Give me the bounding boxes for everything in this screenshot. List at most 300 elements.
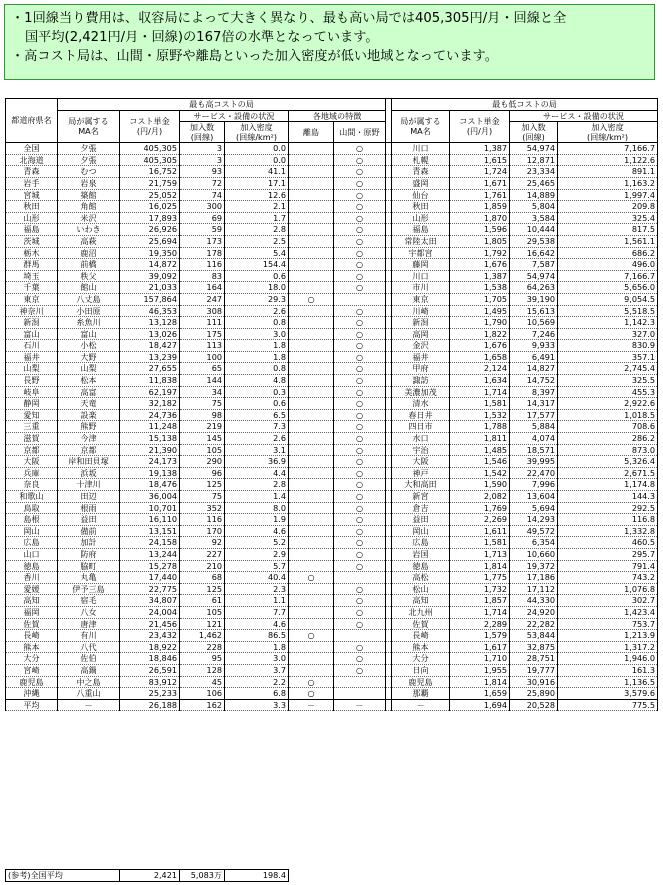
density-low-cell: 817.5 xyxy=(558,224,658,236)
ma-low-cell: 長崎 xyxy=(392,630,450,642)
density-high-cell: 41.1 xyxy=(225,166,289,178)
mountain-cell: ○ xyxy=(334,560,386,572)
average-row xyxy=(6,699,658,711)
cost-low-cell: 1,769 xyxy=(450,502,510,514)
density-high-cell: 12.6 xyxy=(225,189,289,201)
subs-low-cell: 44,330 xyxy=(510,595,558,607)
mountain-cell: ○ xyxy=(334,201,386,213)
table-row xyxy=(6,688,658,700)
mountain-cell xyxy=(334,676,386,688)
mountain-cell: ○ xyxy=(334,664,386,676)
density-low-cell: 9,054.5 xyxy=(558,293,658,305)
cost-high-cell: 18,476 xyxy=(120,479,180,491)
pref-cell: 鹿児島 xyxy=(6,676,58,688)
mountain-cell: ○ xyxy=(334,433,386,445)
pref-cell: 青森 xyxy=(6,166,58,178)
pref-cell: 山形 xyxy=(6,212,58,224)
subs-low-cell: 54,974 xyxy=(510,270,558,282)
summary-line-3: ・高コスト局は、山間・原野や離島といった加入密度が低い地域となっています。 xyxy=(11,49,498,64)
density-low-cell: 891.1 xyxy=(558,166,658,178)
density-high-cell: 2.9 xyxy=(225,548,289,560)
subs-high-cell: 105 xyxy=(180,606,225,618)
cost-low-cell: 1,761 xyxy=(450,189,510,201)
pref-cell: 京都 xyxy=(6,444,58,456)
mountain-cell xyxy=(334,688,386,700)
subs-high-cell: 116 xyxy=(180,259,225,271)
ma-high-cell: 高萩 xyxy=(58,235,120,247)
cost-low-cell: 1,634 xyxy=(450,375,510,387)
density-low-cell: 1,997.4 xyxy=(558,189,658,201)
density-high-cell: 17.1 xyxy=(225,177,289,189)
island-cell xyxy=(289,583,334,595)
pref-cell: 福岡 xyxy=(6,606,58,618)
subs-low-cell: 5,884 xyxy=(510,421,558,433)
island-cell xyxy=(289,514,334,526)
cost-low-cell: 1,387 xyxy=(450,270,510,282)
ma-low-cell: 秋田 xyxy=(392,201,450,213)
density-high-cell: 0.8 xyxy=(225,363,289,375)
subs-high-cell: 113 xyxy=(180,340,225,352)
subs-low-cell: 14,827 xyxy=(510,363,558,375)
subs-high-cell: 111 xyxy=(180,317,225,329)
mountain-cell: ○ xyxy=(334,548,386,560)
density-low-cell: 1,423.4 xyxy=(558,606,658,618)
mountain-cell: ○ xyxy=(334,189,386,201)
subs-high-cell: 83 xyxy=(180,270,225,282)
subs-high-cell: 72 xyxy=(180,177,225,189)
table-row xyxy=(6,421,658,433)
density-low-cell: 325.5 xyxy=(558,375,658,387)
cost-low-cell: 1,546 xyxy=(450,456,510,468)
cost-low-cell: 1,590 xyxy=(450,479,510,491)
island-cell xyxy=(289,340,334,352)
pref-cell: 滋賀 xyxy=(6,433,58,445)
cost-high-cell: 405,305 xyxy=(120,143,180,155)
mountain-cell xyxy=(334,572,386,584)
pref-cell: 北海道 xyxy=(6,154,58,166)
density-high-cell: 7.7 xyxy=(225,606,289,618)
mountain-cell: ○ xyxy=(334,143,386,155)
table-row xyxy=(6,340,658,352)
density-low-cell: 791.4 xyxy=(558,560,658,572)
cost-high-cell: 25,233 xyxy=(120,688,180,700)
density-low-cell: 460.5 xyxy=(558,537,658,549)
pref-cell: 新潟 xyxy=(6,317,58,329)
subs-low-cell: 17,186 xyxy=(510,572,558,584)
ma-high-cell: 夕張 xyxy=(58,143,120,155)
density-high-cell: 2.6 xyxy=(225,433,289,445)
density-low-cell: 327.0 xyxy=(558,328,658,340)
subs-high-cell: 300 xyxy=(180,201,225,213)
density-high-cell: 29.3 xyxy=(225,293,289,305)
island-cell: ○ xyxy=(289,630,334,642)
island-cell xyxy=(289,606,334,618)
cost-high-cell: 83,912 xyxy=(120,676,180,688)
subs-low-cell: 5,694 xyxy=(510,502,558,514)
mountain-cell: ○ xyxy=(334,409,386,421)
summary-line-2: 国平均(2,421円/月・回線)の167倍の水準となっています。 xyxy=(25,30,379,45)
pref-cell: 佐賀 xyxy=(6,618,58,630)
cost-low-cell: 1,955 xyxy=(450,664,510,676)
cost-high-cell: 18,846 xyxy=(120,653,180,665)
subs-low-cell: 30,916 xyxy=(510,676,558,688)
ma-low-cell: 熊本 xyxy=(392,641,450,653)
island-cell xyxy=(289,189,334,201)
ma-low-cell: 青森 xyxy=(392,166,450,178)
mountain-cell: ○ xyxy=(334,340,386,352)
ma-high-cell: 高鍋 xyxy=(58,664,120,676)
ma-high-cell: むつ xyxy=(58,166,120,178)
island-cell xyxy=(289,548,334,560)
density-low-cell: 1,946.0 xyxy=(558,653,658,665)
island-cell xyxy=(289,143,334,155)
ma-high-cell: 脇町 xyxy=(58,560,120,572)
subs-high-cell: 75 xyxy=(180,398,225,410)
ma-high-cell: 米沢 xyxy=(58,212,120,224)
mountain-cell: ○ xyxy=(334,456,386,468)
cost-high-cell: 405,305 xyxy=(120,154,180,166)
cost-high-cell: 14,872 xyxy=(120,259,180,271)
table-row xyxy=(6,502,658,514)
header-density-high: 加入密度 (回線/km²) xyxy=(225,122,289,143)
subs-high-cell: 59 xyxy=(180,224,225,236)
subs-high-cell: 75 xyxy=(180,491,225,503)
ma-low-cell: 岡山 xyxy=(392,525,450,537)
cost-high-cell: 10,701 xyxy=(120,502,180,514)
density-high-cell: 86.5 xyxy=(225,630,289,642)
density-low-cell: 830.9 xyxy=(558,340,658,352)
pref-cell: 富山 xyxy=(6,328,58,340)
header-cost-low: コスト単金 (円/月) xyxy=(450,110,510,143)
subs-high-cell: 125 xyxy=(180,583,225,595)
subs-low-cell: 16,642 xyxy=(510,247,558,259)
cost-high-cell: 24,158 xyxy=(120,537,180,549)
ma-low-cell: 四日市 xyxy=(392,421,450,433)
cost-high-cell: 15,278 xyxy=(120,560,180,572)
table-row xyxy=(6,560,658,572)
density-high-cell: 36.9 xyxy=(225,456,289,468)
reference-label: (参考)全国平均 xyxy=(6,870,120,882)
island-cell xyxy=(289,421,334,433)
subs-low-cell: 17,112 xyxy=(510,583,558,595)
density-high-cell: 2.6 xyxy=(225,305,289,317)
subs-high-cell: 144 xyxy=(180,375,225,387)
cost-low-cell: 1,792 xyxy=(450,247,510,259)
ma-low-cell: 宇治 xyxy=(392,444,450,456)
cost-low-cell: 1,714 xyxy=(450,386,510,398)
reference-table xyxy=(5,869,289,882)
ma-high-cell: 田辺 xyxy=(58,491,120,503)
header-service-high: サービス・設備の状況 xyxy=(180,110,289,122)
mountain-cell: ○ xyxy=(334,212,386,224)
table-row xyxy=(6,641,658,653)
cost-high-cell: 46,353 xyxy=(120,305,180,317)
pref-cell: 兵庫 xyxy=(6,467,58,479)
cost-low-cell: 1,676 xyxy=(450,259,510,271)
density-high-cell: 2.1 xyxy=(225,201,289,213)
ma-low-cell: 北九州 xyxy=(392,606,450,618)
density-low-cell: 5,656.0 xyxy=(558,282,658,294)
mountain-cell: ○ xyxy=(334,224,386,236)
island-cell: ○ xyxy=(289,293,334,305)
density-low-cell: 357.1 xyxy=(558,351,658,363)
density-low-cell: 161.3 xyxy=(558,664,658,676)
subs-high-cell: 352 xyxy=(180,502,225,514)
subs-low-cell: 10,444 xyxy=(510,224,558,236)
cost-high-cell: 36,004 xyxy=(120,491,180,503)
ma-low-cell: 徳島 xyxy=(392,560,450,572)
pref-cell: 大分 xyxy=(6,653,58,665)
density-high-cell: 154.4 xyxy=(225,259,289,271)
cost-table xyxy=(5,98,658,711)
table-row xyxy=(6,282,658,294)
ma-low-cell: 金沢 xyxy=(392,340,450,352)
table-row xyxy=(6,363,658,375)
cost-high-cell: 19,350 xyxy=(120,247,180,259)
pref-cell: 福井 xyxy=(6,351,58,363)
table-row xyxy=(6,143,658,155)
subs-high-cell: 121 xyxy=(180,618,225,630)
cost-low-cell: 1,659 xyxy=(450,688,510,700)
pref-cell: 岡山 xyxy=(6,525,58,537)
cost-low-cell: 1,485 xyxy=(450,444,510,456)
header-mountain: 山間・原野 xyxy=(334,122,386,143)
cost-high-cell: 15,138 xyxy=(120,433,180,445)
pref-cell: 奈良 xyxy=(6,479,58,491)
table-row xyxy=(6,572,658,584)
pref-cell: 静岡 xyxy=(6,398,58,410)
header-pref: 都道府県名 xyxy=(6,99,58,143)
pref-cell: 熊本 xyxy=(6,641,58,653)
ma-high-cell: 岸和田貝塚 xyxy=(58,456,120,468)
mountain-cell: ○ xyxy=(334,491,386,503)
pref-cell: 長野 xyxy=(6,375,58,387)
table-row xyxy=(6,595,658,607)
ma-low-cell: 大阪 xyxy=(392,456,450,468)
ma-low-cell: 倉吉 xyxy=(392,502,450,514)
subs-high-cell: 164 xyxy=(180,282,225,294)
cost-high-cell: 26,926 xyxy=(120,224,180,236)
reference-cost: 2,421 xyxy=(120,870,180,882)
pref-cell: 石川 xyxy=(6,340,58,352)
table-row xyxy=(6,548,658,560)
island-cell xyxy=(289,247,334,259)
mountain-cell: ○ xyxy=(334,259,386,271)
density-high-cell: 1.8 xyxy=(225,641,289,653)
ma-high-cell: 岩泉 xyxy=(58,177,120,189)
pref-cell: 大阪 xyxy=(6,456,58,468)
subs-low-cell: 25,465 xyxy=(510,177,558,189)
mountain-cell: ○ xyxy=(334,235,386,247)
cost-low-cell: 1,532 xyxy=(450,409,510,421)
island-cell xyxy=(289,235,334,247)
subs-high-cell: 34 xyxy=(180,386,225,398)
pref-cell: 香川 xyxy=(6,572,58,584)
table-row xyxy=(6,479,658,491)
ma-low-cell: 川口 xyxy=(392,270,450,282)
pref-cell: 高知 xyxy=(6,595,58,607)
ma-low-cell: 大分 xyxy=(392,653,450,665)
subs-low-cell: 17,577 xyxy=(510,409,558,421)
ma-low-cell: 美濃加茂 xyxy=(392,386,450,398)
subs-high-cell: 68 xyxy=(180,572,225,584)
pref-cell: 茨城 xyxy=(6,235,58,247)
density-high-cell: 0.0 xyxy=(225,154,289,166)
mountain-cell: ○ xyxy=(334,351,386,363)
island-cell: － xyxy=(289,699,334,711)
pref-cell: 山梨 xyxy=(6,363,58,375)
ma-high-cell: 伊予三島 xyxy=(58,583,120,595)
pref-cell: 和歌山 xyxy=(6,491,58,503)
island-cell xyxy=(289,479,334,491)
ma-low-cell: 岩国 xyxy=(392,548,450,560)
mountain-cell: ○ xyxy=(334,305,386,317)
density-high-cell: 6.8 xyxy=(225,688,289,700)
subs-high-cell: 178 xyxy=(180,247,225,259)
mountain-cell: ○ xyxy=(334,375,386,387)
ma-low-cell: 常陸太田 xyxy=(392,235,450,247)
subs-high-cell: 92 xyxy=(180,537,225,549)
ma-low-cell: 諏訪 xyxy=(392,375,450,387)
table-row xyxy=(6,235,658,247)
table-row xyxy=(6,653,658,665)
density-low-cell: 1,174.8 xyxy=(558,479,658,491)
density-high-cell: 3.0 xyxy=(225,328,289,340)
island-cell xyxy=(289,525,334,537)
density-high-cell: 6.5 xyxy=(225,409,289,421)
island-cell xyxy=(289,398,334,410)
density-high-cell: 1.8 xyxy=(225,340,289,352)
subs-high-cell: 173 xyxy=(180,235,225,247)
cost-low-cell: 1,790 xyxy=(450,317,510,329)
table-row xyxy=(6,537,658,549)
subs-low-cell: 53,844 xyxy=(510,630,558,642)
cost-high-cell: 23,432 xyxy=(120,630,180,642)
density-low-cell: 209.8 xyxy=(558,201,658,213)
subs-low-cell: 14,293 xyxy=(510,514,558,526)
pref-cell: 鳥取 xyxy=(6,502,58,514)
density-low-cell: 1,332.8 xyxy=(558,525,658,537)
ma-high-cell: 鹿沼 xyxy=(58,247,120,259)
mountain-cell xyxy=(334,293,386,305)
ma-high-cell: 松本 xyxy=(58,375,120,387)
island-cell xyxy=(289,491,334,503)
density-high-cell: 2.5 xyxy=(225,235,289,247)
density-low-cell: 116.8 xyxy=(558,514,658,526)
subs-high-cell: 74 xyxy=(180,189,225,201)
summary-box xyxy=(4,4,655,80)
cost-low-cell: 1,870 xyxy=(450,212,510,224)
island-cell xyxy=(289,375,334,387)
subs-high-cell: 125 xyxy=(180,479,225,491)
table-row xyxy=(6,664,658,676)
subs-low-cell: 23,334 xyxy=(510,166,558,178)
mountain-cell: ○ xyxy=(334,595,386,607)
ma-low-cell: 佐賀 xyxy=(392,618,450,630)
subs-low-cell: 7,246 xyxy=(510,328,558,340)
ma-high-cell: 糸魚川 xyxy=(58,317,120,329)
cost-low-cell: 1,694 xyxy=(450,699,510,711)
ma-high-cell: 夕張 xyxy=(58,154,120,166)
density-high-cell: 2.8 xyxy=(225,479,289,491)
ma-high-cell: 角館 xyxy=(58,201,120,213)
cost-high-cell: 25,052 xyxy=(120,189,180,201)
table-row xyxy=(6,247,658,259)
density-high-cell: 2.2 xyxy=(225,676,289,688)
mountain-cell: － xyxy=(334,699,386,711)
density-low-cell: 1,136.5 xyxy=(558,676,658,688)
cost-high-cell: 16,110 xyxy=(120,514,180,526)
ma-high-cell: 防府 xyxy=(58,548,120,560)
pref-cell: 岐阜 xyxy=(6,386,58,398)
density-low-cell: 292.5 xyxy=(558,502,658,514)
mountain-cell: ○ xyxy=(334,317,386,329)
ma-high-cell: 秩父 xyxy=(58,270,120,282)
density-low-cell: 743.2 xyxy=(558,572,658,584)
subs-high-cell: 1,462 xyxy=(180,630,225,642)
ma-high-cell: 佐伯 xyxy=(58,653,120,665)
table-row xyxy=(6,583,658,595)
ma-high-cell: 前橋 xyxy=(58,259,120,271)
cost-high-cell: 27,655 xyxy=(120,363,180,375)
mountain-cell xyxy=(334,630,386,642)
cost-low-cell: 2,124 xyxy=(450,363,510,375)
cost-high-cell: 32,182 xyxy=(120,398,180,410)
subs-low-cell: 10,660 xyxy=(510,548,558,560)
cost-low-cell: 1,805 xyxy=(450,235,510,247)
cost-high-cell: 25,694 xyxy=(120,235,180,247)
table-row xyxy=(6,189,658,201)
subs-low-cell: 39,190 xyxy=(510,293,558,305)
density-high-cell: 1.8 xyxy=(225,351,289,363)
header-features: 各地域の特徴 xyxy=(289,110,386,122)
density-low-cell: 1,213.9 xyxy=(558,630,658,642)
mountain-cell: ○ xyxy=(334,606,386,618)
subs-high-cell: 100 xyxy=(180,351,225,363)
ma-low-cell: 福井 xyxy=(392,351,450,363)
pref-cell: 島根 xyxy=(6,514,58,526)
ma-low-cell: 春日井 xyxy=(392,409,450,421)
cost-high-cell: 157,864 xyxy=(120,293,180,305)
island-cell xyxy=(289,259,334,271)
mountain-cell: ○ xyxy=(334,641,386,653)
density-high-cell: 1.4 xyxy=(225,491,289,503)
cost-high-cell: 13,026 xyxy=(120,328,180,340)
island-cell: ○ xyxy=(289,572,334,584)
cost-low-cell: 1,581 xyxy=(450,537,510,549)
density-low-cell: 873.0 xyxy=(558,444,658,456)
cost-high-cell: 21,759 xyxy=(120,177,180,189)
island-cell xyxy=(289,641,334,653)
density-low-cell: 1,163.2 xyxy=(558,177,658,189)
mountain-cell: ○ xyxy=(334,166,386,178)
cost-low-cell: 1,658 xyxy=(450,351,510,363)
island-cell xyxy=(289,653,334,665)
subs-low-cell: 32,875 xyxy=(510,641,558,653)
island-cell xyxy=(289,224,334,236)
cost-high-cell: 39,092 xyxy=(120,270,180,282)
cost-low-cell: 1,581 xyxy=(450,398,510,410)
density-high-cell: 3.3 xyxy=(225,699,289,711)
subs-high-cell: 116 xyxy=(180,514,225,526)
density-high-cell: 40.4 xyxy=(225,572,289,584)
subs-low-cell: 5,804 xyxy=(510,201,558,213)
pref-cell: 愛媛 xyxy=(6,583,58,595)
density-low-cell: 286.2 xyxy=(558,433,658,445)
ma-high-cell: － xyxy=(58,699,120,711)
cost-high-cell: 21,033 xyxy=(120,282,180,294)
ma-high-cell: 八丈島 xyxy=(58,293,120,305)
